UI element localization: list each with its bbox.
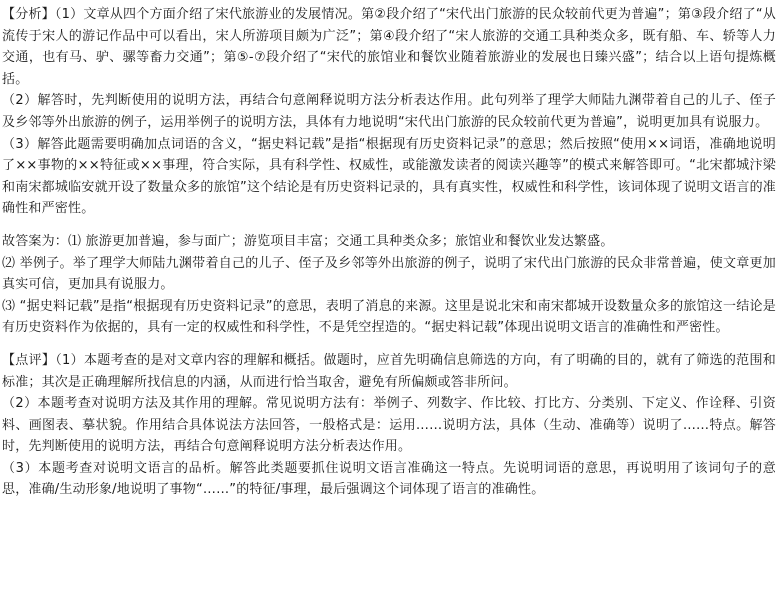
answer-part-2: ⑵ 举例子。举了理学大师陆九渊带着自己的儿子、侄子及乡邻等外出旅游的例子，说明了宋代出门旅游的民众非常普遍，使文章更加真实可信，更加具有说服力。 <box>2 255 776 293</box>
comment-part-2: （2）本题考查对说明方法及其作用的理解。常见说明方法有：举例子、列数字、作比较、打比方、分类别、下定义、作诠释、引资料、画图表、摹状貌。作用结合具体说法方法回答，一般格式是：运用……说明方法，具体（生动、准确等）说明了……特点。解答时，先判断使用的说明方法，再结合句意阐释说明方法分析表达作用。 <box>2 396 776 455</box>
analysis-part-1: 【分析】（1）文章从四个方面介绍了宋代旅游业的发展情况。第②段介绍了“宋代出门旅游的民众较前代更为普遍”；第③段介绍了“从流传于宋人的游记作品中可以看出，宋人所游项目颇为广泛”；第④段介绍了“宋人旅游的交通工具种类众多，既有船、车、轿等人力交通，也有马、驴、骡等畜力交通”；第⑤-⑦段介绍了“宋代的旅馆业和餐饮业随着旅游业的发展也日臻兴盛”；结合以上语句提炼概括。 <box>2 7 776 87</box>
section-gap <box>2 220 776 231</box>
comment-part-1: 【点评】（1）本题考查的是对文章内容的理解和概括。做题时，应首先明确信息筛选的方向，有了明确的目的，就有了筛选的范围和标准；其次是正确理解所找信息的内涵，从而进行恰当取舍，避免有所偏颇或答非所问。 <box>2 352 776 390</box>
answer-part-3: ⑶ “据史料记载”是指“根据现有历史资料记录”的意思，表明了消息的来源。这里是说北宋和南宋都城开设数量众多的旅馆这一结论是有历史资料作为依据的，具有一定的权威性和科学性，不是凭空捏造的。“据史料记载”体现出说明文语言的准确性和严密性。 <box>2 298 776 336</box>
section-gap <box>2 339 776 350</box>
comment-part-3: （3）本题考查对说明文语言的品析。解答此类题要抓住说明文语言准确这一特点。先说明词语的意思，再说明用了该词句子的意思，准确/生动形象/地说明了事物“……”的特征/事理，最后强调这个词体现了语言的准确性。 <box>2 460 776 498</box>
answer-part-1: 故答案为：⑴ 旅游更加普遍，参与面广；游览项目丰富；交通工具种类众多；旅馆业和餐饮业发达繁盛。 <box>2 233 614 249</box>
analysis-part-2: （2）解答时，先判断使用的说明方法，再结合句意阐释说明方法分析表达作用。此句列举了理学大师陆九渊带着自己的儿子、侄子及乡邻等外出旅游的例子，运用举例子的说明方法，具体有力地说明“宋代出门旅游的民众较前代更为普遍”，说明更加具有说服力。 <box>2 93 776 130</box>
analysis-part-3: （3）解答此题需要明确加点词语的含义，“据史料记载”是指“根据现有历史资料记录”的意思；然后按照“使用××词语，准确地说明了××事物的××特征或××事理，符合实际，具有科学性、权威性，或能激发读者的阅读兴趣等”的模式来解答即可。“北宋都城汴梁和南宋都城临安就开设了数量众多的旅馆”这个结论是有历史资料记录的，具有真实性，权威性和科学性，该词体现了说明文语言的准确性和严密性。 <box>2 136 776 217</box>
